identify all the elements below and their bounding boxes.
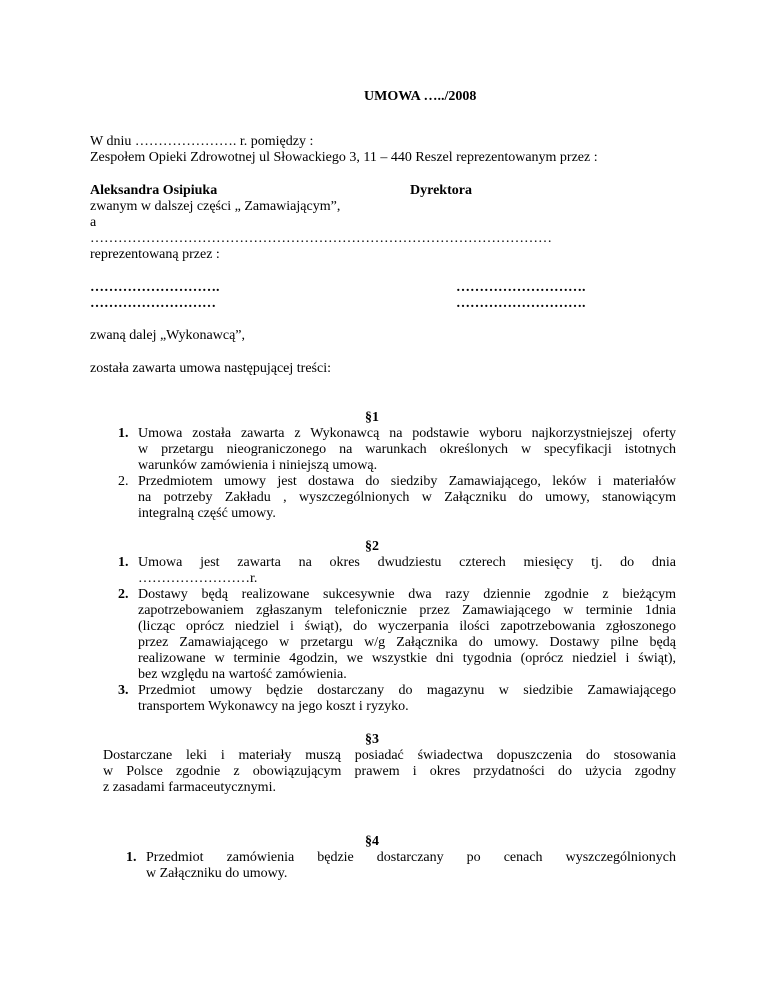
document-title: UMOWA …../2008 — [364, 89, 477, 104]
representative-role: Dyrektora — [410, 183, 472, 198]
section-1-item-1-line-2: w przetargu nieograniczonego na warunkach określonych w specyfikacji istotnych — [138, 442, 676, 457]
signature-blank-left-1: ………………………. — [90, 280, 220, 295]
section-2-item-3-line-2: transportem Wykonawcy na jego koszt i ryzyko. — [138, 699, 409, 714]
representative-name: Aleksandra Osipiuka — [90, 183, 218, 198]
intro-date-line: W dniu …………………. r. pomiędzy : — [90, 134, 314, 149]
section-4-item-1-number: 1. — [126, 850, 137, 865]
section-1-item-2-number: 2. — [118, 474, 129, 489]
section-2-item-1-line-1: Umowa jest zawarta na okres dwudziestu czterech miesięcy tj. do dnia — [138, 555, 676, 570]
section-1-item-1-line-1: Umowa została zawarta z Wykonawcą na podstawie wyboru najkorzystniejszej oferty — [138, 426, 676, 441]
signature-blank-left-2: ……………………… — [90, 296, 216, 311]
signature-blank-right-1: ………………………. — [456, 280, 586, 295]
section-2-item-3-number: 3. — [118, 683, 129, 698]
contractor-called: zwaną dalej „Wykonawcą”, — [90, 328, 246, 343]
contract-concluded-line: została zawarta umowa następującej treści: — [90, 361, 331, 376]
section-2-item-2-line-6: bez względu na wartość zamówienia. — [138, 667, 347, 682]
section-3-line-2: w Polsce zgodnie z obowiązującym prawem i okres przydatności do użycia zgodny — [103, 764, 676, 779]
section-1-item-1-number: 1. — [118, 426, 129, 441]
section-4-heading: §4 — [365, 834, 379, 849]
section-1-heading: §1 — [365, 410, 379, 425]
section-2-item-2-line-5: realizowane w terminie 4godzin, we wszystkie dni tygodnia (oprócz niedziel i świąt), — [138, 651, 676, 666]
section-4-item-1-line-1: Przedmiot zamówienia będzie dostarczany po cenach wyszczególnionych — [146, 850, 676, 865]
conjunction-a: a — [90, 215, 97, 230]
section-3-line-3: z zasadami farmaceutycznymi. — [103, 780, 276, 795]
section-2-item-2-line-1: Dostawy będą realizowane sukcesywnie dwa razy dziennie zgodnie z bieżącym — [138, 587, 676, 602]
section-1-item-2-line-2: na potrzeby Zakładu , wyszczególnionych w Załączniku do umowy, stanowiącym — [138, 490, 676, 505]
represented-by-label: reprezentowaną przez : — [90, 247, 220, 262]
ordering-party-called: zwanym w dalszej części „ Zamawiającym”, — [90, 199, 341, 214]
section-2-item-1-date-blank: ……………………r. — [138, 571, 258, 586]
section-2-item-2-number: 2. — [118, 587, 129, 602]
section-1-item-2-line-3: integralną część umowy. — [138, 506, 276, 521]
intro-party-line: Zespołem Opieki Zdrowotnej ul Słowackiego 3, 11 – 440 Reszel reprezentowanym przez : — [90, 150, 598, 165]
section-3-line-1: Dostarczane leki i materiały muszą posiadać świadectwa dopuszczenia do stosowania — [103, 748, 676, 763]
section-2-item-3-line-1: Przedmiot umowy będzie dostarczany do magazynu w siedzibie Zamawiającego — [138, 683, 676, 698]
section-1-item-2-line-1: Przedmiotem umowy jest dostawa do siedziby Zamawiającego, leków i materiałów — [138, 474, 676, 489]
section-2-item-1-number: 1. — [118, 555, 129, 570]
section-4-item-1-line-2: w Załączniku do umowy. — [146, 866, 288, 881]
section-2-item-2-line-3: (licząc oprócz niedziel i świąt), do wyczerpania ilości zapotrzebowania zgłoszonego — [138, 619, 676, 634]
signature-blank-right-2: ………………………. — [456, 296, 586, 311]
section-3-heading: §3 — [365, 732, 379, 747]
section-2-item-2-line-4: przez Zamawiającego w przetargu w/g Załącznika do umowy. Dostawy pilne będą — [138, 635, 676, 650]
section-2-item-2-line-2: zapotrzebowaniem zgłaszanym telefonicznie przez Zamawiającego w terminie 1dnia — [138, 603, 676, 618]
contractor-name-blank: ……………………………………………………………………………………… — [90, 231, 552, 246]
section-2-heading: §2 — [365, 539, 379, 554]
section-1-item-1-line-3: warunków zamówienia i niniejszą umową. — [138, 458, 378, 473]
